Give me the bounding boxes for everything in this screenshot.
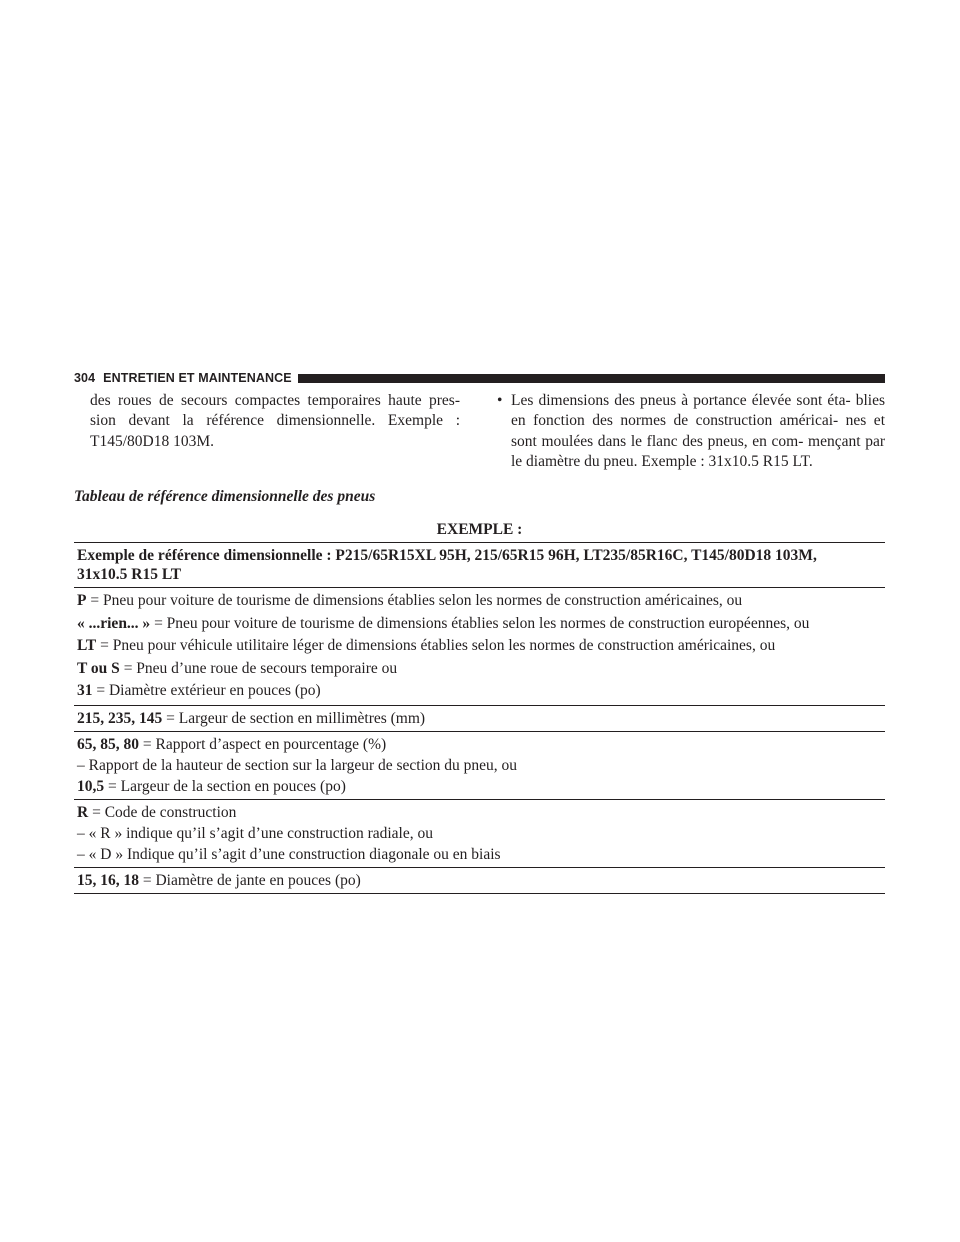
definition: = Pneu d’une roue de secours temporaire ou: [119, 659, 398, 677]
tire-size-table: [74, 520, 885, 894]
right-column: [497, 391, 885, 472]
table-row: [74, 868, 885, 894]
table-line: [77, 708, 885, 729]
definition: – « R » indique qu’il s’agit d’une construction radiale, ou: [77, 824, 433, 842]
table-line: [77, 613, 885, 636]
section-title: ENTRETIEN ET MAINTENANCE: [103, 371, 292, 385]
term: LT: [77, 637, 97, 654]
term: T ou S: [77, 659, 120, 677]
table-line: [77, 870, 885, 891]
page-number: 304: [74, 371, 96, 385]
definition: = Pneu pour voiture de tourisme de dimensions établies selon les normes de construction européennes, ou: [150, 614, 810, 632]
term: 10,5: [77, 777, 105, 795]
bullet-text: Les dimensions des pneus à portance élevée sont éta- blies en fonction des normes de construction américai- nes et sont moulées dans le flanc des pneus, en com- mençant par le diamètre du pneu. Exemple : 31x10.5 R15 LT.: [511, 392, 885, 470]
definition: = Diamètre de jante en pouces (po): [139, 871, 361, 889]
table-row: [74, 800, 885, 868]
term: R: [77, 803, 89, 821]
table-line: [77, 823, 885, 844]
table-line: [77, 734, 885, 755]
table-row-reference: [74, 543, 885, 588]
table-line: [77, 844, 885, 865]
table-line: [77, 755, 885, 776]
reference-line: 31x10.5 R15 LT: [77, 566, 182, 583]
definition: = Rapport d’aspect en pourcentage (%): [139, 735, 387, 753]
bullet-item: [497, 391, 885, 472]
table-caption: Tableau de référence dimensionnelle des pneus: [74, 488, 376, 505]
reference-line: Exemple de référence dimensionnelle : P215/65R15XL 95H, 215/65R15 96H, LT235/85R16C, T145/80D18 103M,: [77, 547, 817, 564]
table-line: [77, 635, 885, 658]
table-heading: EXEMPLE :: [74, 520, 885, 543]
table-row: [74, 706, 885, 732]
term: P: [77, 592, 87, 609]
definition: = Pneu pour véhicule utilitaire léger de dimensions établies selon les normes de construction américaines, ou: [96, 637, 776, 654]
term: 215, 235, 145: [77, 709, 163, 727]
term: 31: [77, 682, 93, 699]
term: 15, 16, 18: [77, 871, 139, 889]
bullet-icon: •: [497, 392, 503, 409]
definition: = Diamètre extérieur en pouces (po): [92, 682, 321, 699]
definition: = Code de construction: [88, 803, 237, 821]
definition: – « D » Indique qu’il s’agit d’une construction diagonale ou en biais: [77, 845, 501, 863]
term: 65, 85, 80: [77, 735, 139, 753]
definition: – Rapport de la hauteur de section sur la largeur de section du pneu, ou: [77, 756, 518, 774]
table-row: [74, 588, 885, 706]
term: « ...rien... »: [77, 614, 151, 632]
left-column-paragraph: des roues de secours compactes temporaires haute pres- sion devant la référence dimensionnelle. Exemple : T145/80D18 103M.: [90, 392, 460, 450]
definition: = Largeur de la section en pouces (po): [104, 777, 346, 795]
table-row: [74, 732, 885, 800]
table-line: [77, 680, 885, 703]
table-line: [77, 658, 885, 681]
page-header: [74, 371, 885, 385]
table-line: [77, 590, 885, 613]
table-line: [77, 802, 885, 823]
definition: = Largeur de section en millimètres (mm): [162, 709, 426, 727]
table-line: [77, 776, 885, 797]
definition: = Pneu pour voiture de tourisme de dimensions établies selon les normes de construction américaines, ou: [86, 592, 743, 609]
header-rule: [298, 374, 885, 383]
